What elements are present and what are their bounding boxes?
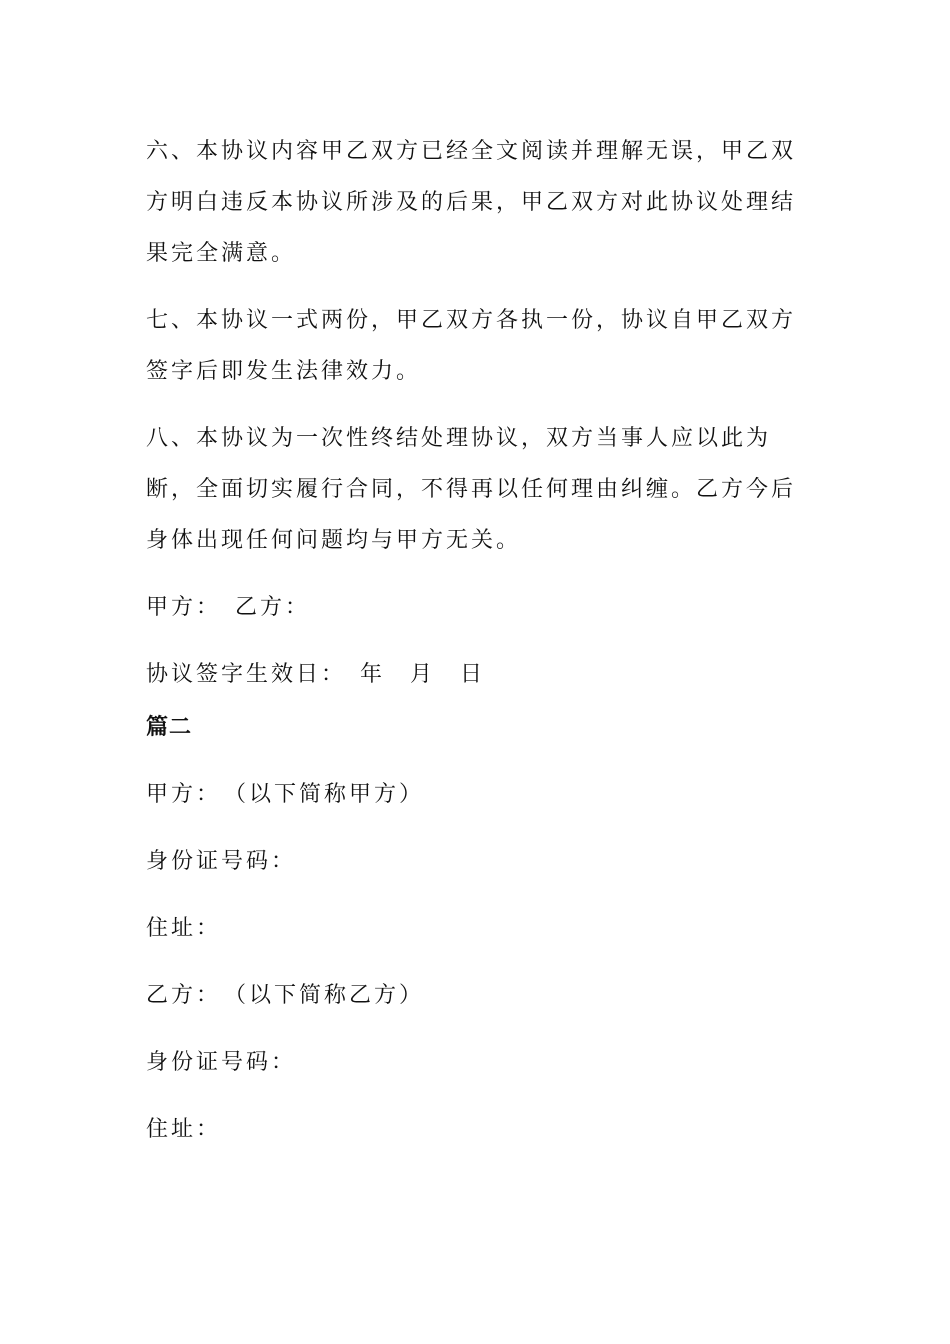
- clause-six: 六、本协议内容甲乙双方已经全文阅读并理解无误，甲乙双方明白违反本协议所涉及的后果，甲乙双方对此协议处理结果完全满意。: [146, 139, 797, 266]
- party-a-label: 甲方： （以下简称甲方）: [146, 782, 425, 807]
- clause-seven: 七、本协议一式两份，甲乙双方各执一份，协议自甲乙双方签字后即发生法律效力。: [146, 308, 797, 384]
- section-heading: 篇二: [146, 714, 193, 740]
- signature-line: 甲方： 乙方：: [146, 595, 311, 620]
- party-a-address: 住址：: [146, 916, 222, 941]
- party-a-id-number: 身份证号码：: [146, 849, 297, 874]
- party-b-id-number: 身份证号码：: [146, 1050, 297, 1075]
- document-body: [146, 126, 796, 1171]
- effective-date-line: 协议签字生效日： 年 月 日: [146, 662, 486, 687]
- party-b-label: 乙方： （以下简称乙方）: [146, 983, 425, 1008]
- party-b-address: 住址：: [146, 1117, 222, 1142]
- clause-eight: 八、本协议为一次性终结处理协议，双方当事人应以此为断，全面切实履行合同，不得再以任何理由纠缠。乙方今后身体出现任何问题均与甲方无关。: [146, 426, 797, 553]
